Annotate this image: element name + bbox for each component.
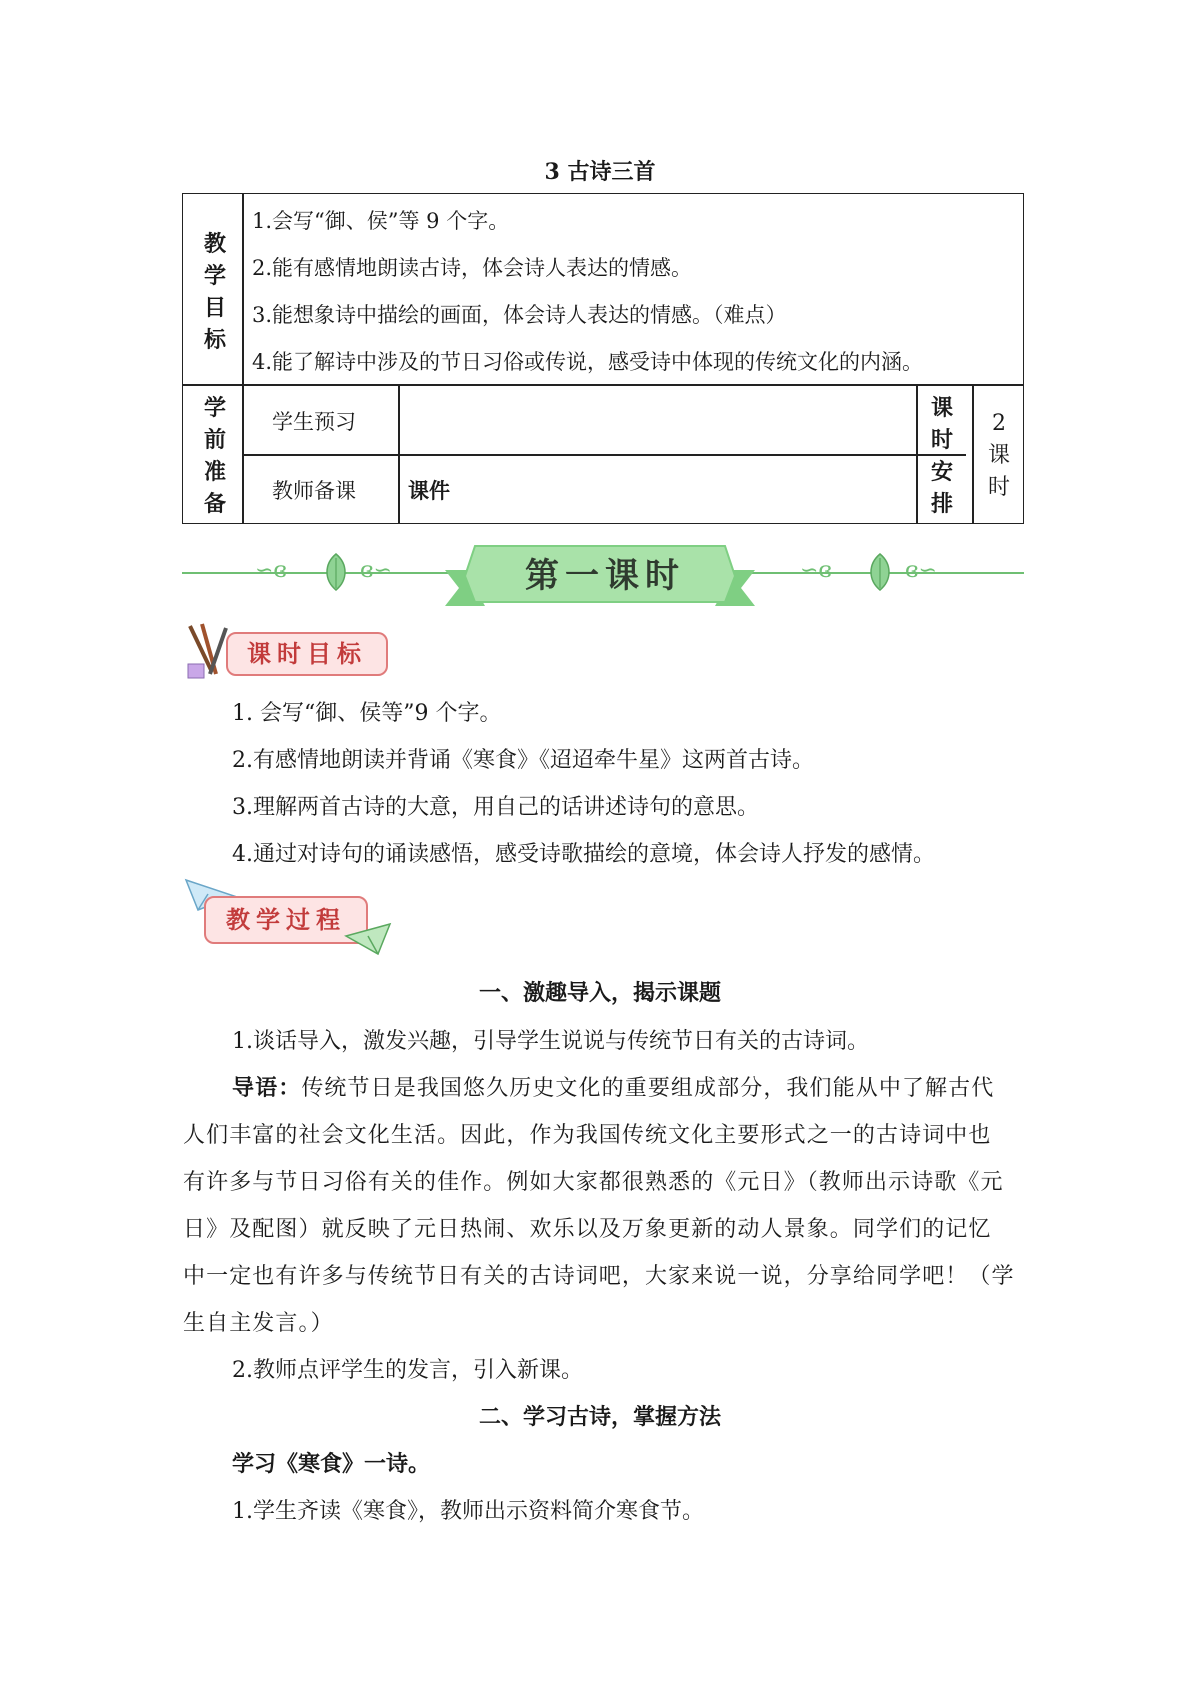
page-title: 3 古诗三首 <box>544 159 656 185</box>
flourish-icon: ɞ∽ <box>360 558 392 583</box>
intro-line: 有许多与节日习俗有关的佳作。例如大家都很熟悉的《元日》（教师出示诗歌《元 <box>183 1170 1004 1195</box>
student-prep-label: 学生预习 <box>272 410 356 434</box>
prep-label: 学 前 准 备 <box>203 395 226 517</box>
banner-title: 第一课时 <box>525 556 685 596</box>
sub-heading: 学习《寒食》一诗。 <box>232 1451 431 1477</box>
lesson-goal-item: 1. 会写“御、侯等”9 个字。 <box>232 701 502 726</box>
schedule-value: 2 课 时 <box>987 411 1010 500</box>
intro-line: 人们丰富的社会文化生活。因此，作为我国传统文化主要形式之一的古诗词中也 <box>183 1123 992 1148</box>
intro-line: 生自主发言。） <box>183 1311 334 1336</box>
goal-item: 2.能有感情地朗读古诗，体会诗人表达的情感。 <box>252 256 693 280</box>
paragraph: 1.学生齐读《寒食》，教师出示资料简介寒食节。 <box>232 1499 704 1524</box>
schedule-label: 课 时 安 排 <box>930 395 953 517</box>
lesson-goal-item: 2.有感情地朗读并背诵《寒食》《迢迢牵牛星》这两首古诗。 <box>232 748 814 773</box>
section-heading: 二、学习古诗，掌握方法 <box>478 1404 721 1430</box>
banner-left-line <box>182 572 452 574</box>
teacher-prep-label: 教师备课 <box>272 479 356 503</box>
goal-item: 1.会写“御、侯”等 9 个字。 <box>252 209 510 233</box>
intro-line: 日》及配图）就反映了元日热闹、欢乐以及万象更新的动人景象。同学们的记忆 <box>183 1217 992 1242</box>
teacher-prep-value: 课件 <box>408 478 450 503</box>
leaf-icon <box>866 552 894 592</box>
flourish-icon: ∽ɞ <box>800 558 832 583</box>
teaching-process-badge: 教学过程 <box>204 896 368 944</box>
lesson-goals-badge: 课时目标 <box>226 632 388 676</box>
intro-label: 导语： <box>232 1075 302 1101</box>
lesson-goal-item: 3.理解两首古诗的大意，用自己的话讲述诗句的意思。 <box>232 795 759 820</box>
paper-plane-icon <box>344 918 392 958</box>
paragraph: 1.谈话导入，激发兴趣，引导学生说说与传统节日有关的古诗词。 <box>232 1029 869 1054</box>
lesson-goal-item: 4.通过对诗句的诵读感悟，感受诗歌描绘的意境，体会诗人抒发的感情。 <box>232 842 935 867</box>
section-heading: 一、激趣导入，揭示课题 <box>478 980 721 1006</box>
paragraph: 2.教师点评学生的发言，引入新课。 <box>232 1358 583 1383</box>
goal-item: 3.能想象诗中描绘的画面，体会诗人表达的情感。（难点） <box>252 303 787 327</box>
flourish-icon: ɞ∽ <box>905 558 937 583</box>
flourish-icon: ∽ɞ <box>255 558 287 583</box>
goals-label: 教 学 目 标 <box>203 231 226 353</box>
intro-line: 中一定也有许多与传统节日有关的古诗词吧，大家来说一说，分享给同学吧！（学 <box>183 1264 1015 1289</box>
leaf-icon <box>322 552 350 592</box>
intro-line: 导语：传统节日是我国悠久历史文化的重要组成部分，我们能从中了解古代 <box>232 1075 995 1101</box>
goal-item: 4.能了解诗中涉及的节日习俗或传说，感受诗中体现的传统文化的内涵。 <box>252 350 924 374</box>
